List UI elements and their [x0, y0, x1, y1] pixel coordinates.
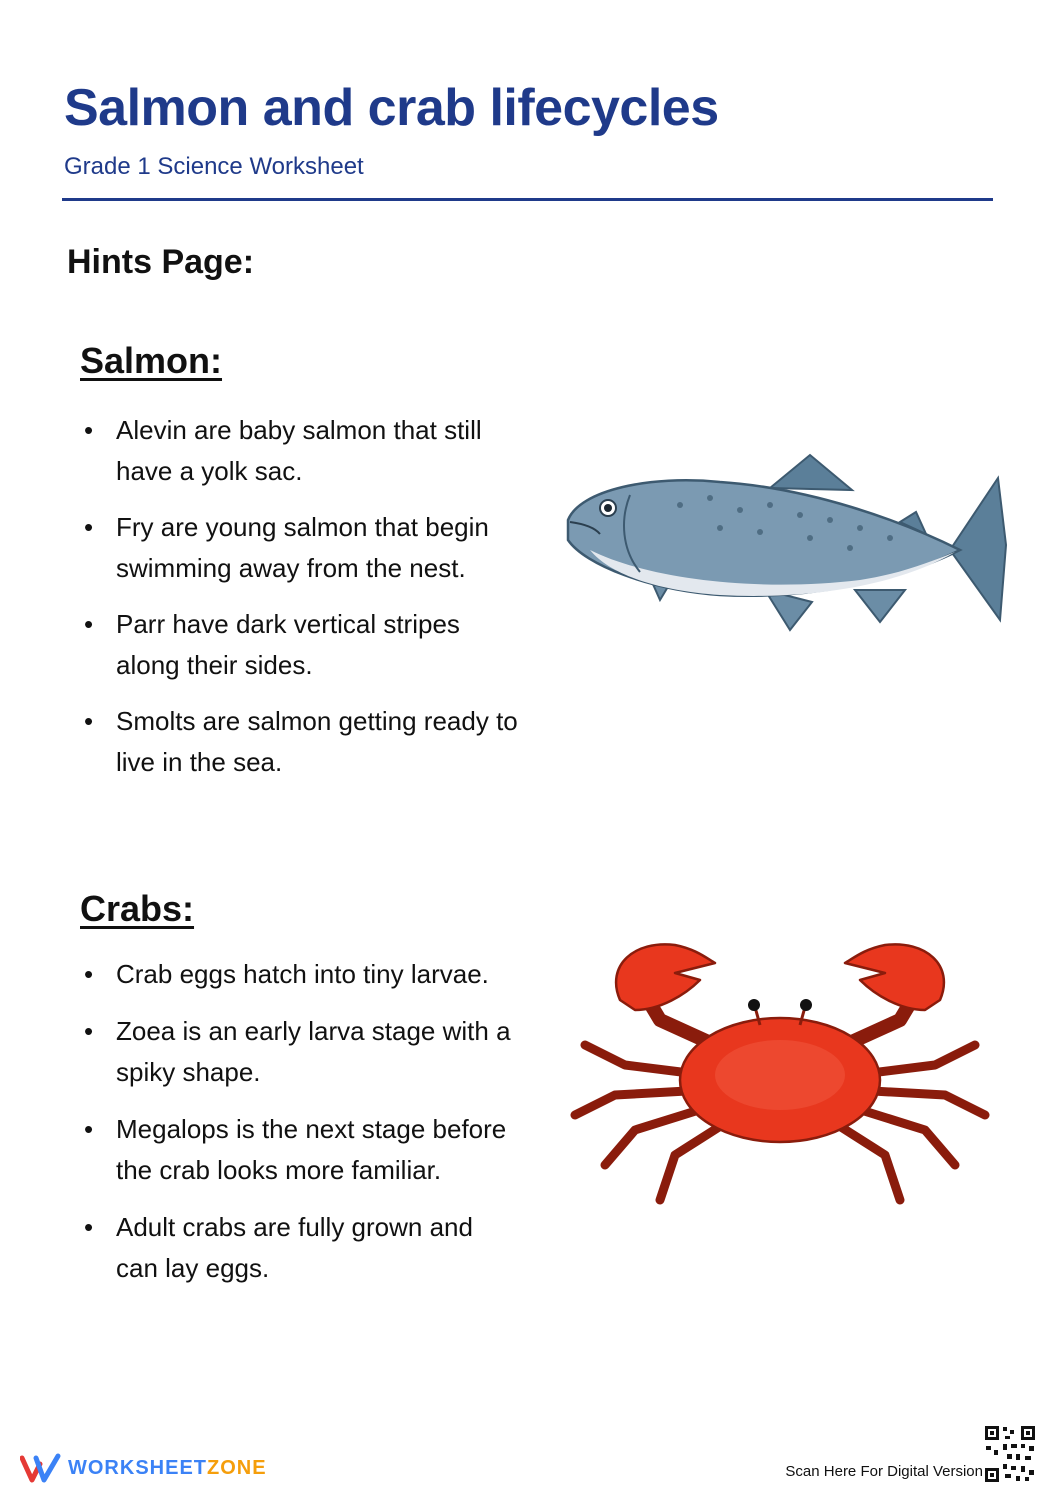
salmon-hints-list — [80, 410, 520, 783]
list-item: • Parr have dark vertical stripes along their sides. — [84, 609, 460, 680]
brand-name: WORKSHEETZONE — [68, 1456, 267, 1479]
crabs-hints-list — [80, 954, 520, 1289]
brand-logo — [20, 1452, 267, 1484]
list-item: • Megalops is the next stage before the crab looks more familiar. — [84, 1114, 507, 1185]
crab-illustration — [565, 935, 995, 1215]
list-item: • Alevin are baby salmon that still have a yolk sac. — [84, 415, 482, 486]
page-title: Salmon and crab lifecycles — [64, 79, 719, 137]
list-item: • Crab eggs hatch into tiny larvae. — [84, 959, 489, 989]
qr-code-icon[interactable] — [983, 1424, 1037, 1484]
salmon-illustration — [560, 450, 1010, 645]
header-divider — [62, 198, 993, 201]
worksheetzone-logo-icon — [20, 1452, 62, 1484]
page-subtitle: Grade 1 Science Worksheet — [64, 153, 364, 180]
hints-heading: Hints Page: — [67, 243, 255, 281]
list-item: • Zoea is an early larva stage with a spiky shape. — [84, 1016, 511, 1087]
list-item: • Adult crabs are fully grown and can lay eggs. — [84, 1212, 473, 1283]
crabs-heading: Crabs: — [80, 888, 195, 929]
list-item: • Smolts are salmon getting ready to live in the sea. — [84, 706, 518, 777]
scan-label: Scan Here For Digital Version — [785, 1463, 983, 1480]
salmon-heading: Salmon: — [80, 340, 223, 381]
list-item: • Fry are young salmon that begin swimming away from the nest. — [84, 512, 489, 583]
